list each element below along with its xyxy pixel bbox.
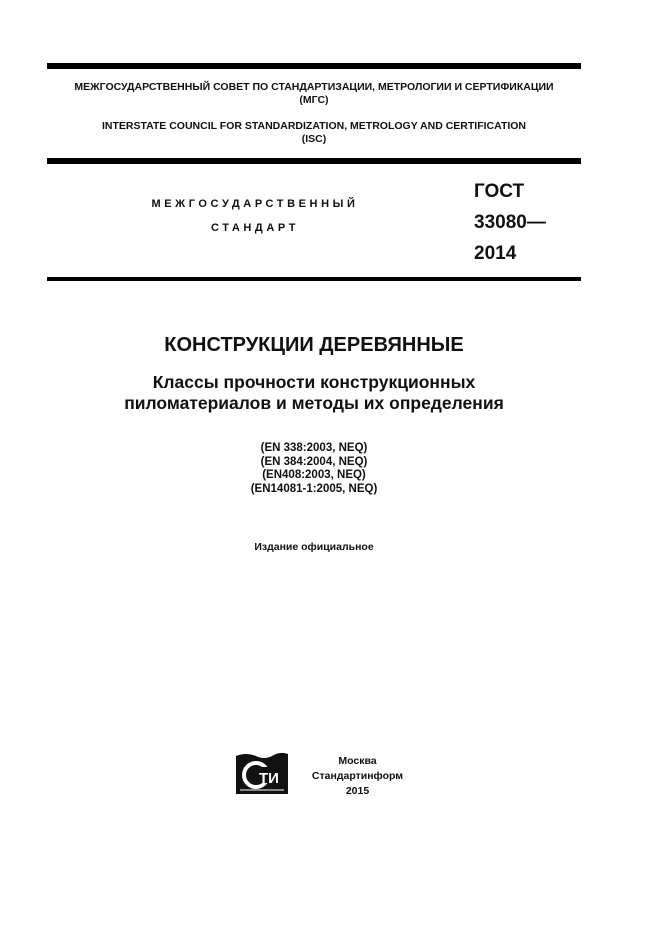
publisher-block xyxy=(300,754,415,799)
subtitle-line2: пиломатериалов и методы их определения xyxy=(124,393,504,413)
gost-year: 2014 xyxy=(474,243,517,264)
reference-item: (EN 338:2003, NEQ) xyxy=(260,442,368,454)
top-divider xyxy=(47,63,581,69)
council-ru xyxy=(47,81,581,107)
document-subtitle xyxy=(47,372,581,414)
standard-type-line1: МЕЖГОСУДАРСТВЕННЫЙ xyxy=(151,198,359,210)
subtitle-line1: Классы прочности конструкционных xyxy=(152,372,476,392)
publisher-name: Стандартинформ xyxy=(311,770,404,782)
svg-text:ТИ: ТИ xyxy=(259,770,279,787)
publisher-year: 2015 xyxy=(345,785,370,797)
standard-divider xyxy=(47,277,581,281)
gost-prefix: ГОСТ xyxy=(474,181,525,202)
reference-item: (EN408:2003, NEQ) xyxy=(262,469,366,481)
reference-item: (EN 384:2004, NEQ) xyxy=(260,455,368,468)
reference-item: (EN14081-1:2005, NEQ) xyxy=(250,482,378,495)
header-divider xyxy=(47,158,581,164)
gost-designation xyxy=(474,176,546,269)
standard-type-line2: СТАНДАРТ xyxy=(210,222,300,234)
publisher-city: Москва xyxy=(338,755,377,767)
council-en-name: INTERSTATE COUNCIL FOR STANDARDIZATION, METROLOGY AND CERTIFICATION xyxy=(101,120,527,132)
standartinform-logo-icon xyxy=(234,750,290,795)
council-en xyxy=(47,120,581,146)
document-title: КОНСТРУКЦИИ ДЕРЕВЯННЫЕ xyxy=(164,334,464,356)
council-ru-abbr: (МГС) xyxy=(299,94,329,106)
references-list xyxy=(47,442,581,496)
gost-number: 33080— xyxy=(474,212,546,233)
council-en-abbr: (ISC) xyxy=(301,133,327,145)
edition-label: Издание официальное xyxy=(254,541,374,553)
council-ru-name: МЕЖГОСУДАРСТВЕННЫЙ СОВЕТ ПО СТАНДАРТИЗАЦИИ, МЕТРОЛОГИИ И СЕРТИФИКАЦИИ xyxy=(74,81,554,93)
